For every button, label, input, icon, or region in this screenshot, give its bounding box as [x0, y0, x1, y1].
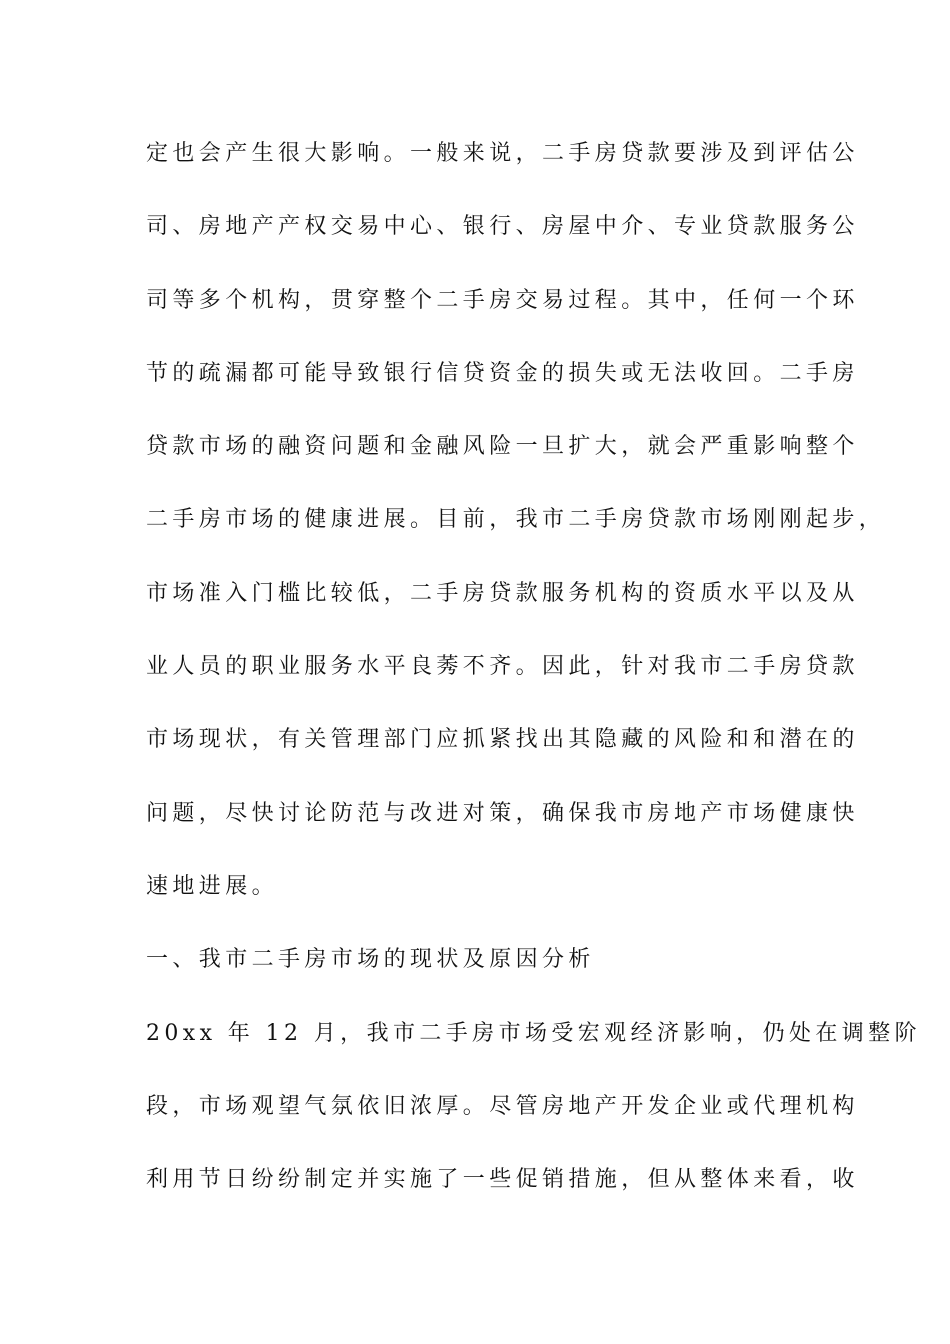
- paragraph-line: 市场现状，有关管理部门应抓紧找出其隐藏的风险和和潜在的: [146, 727, 859, 753]
- document-body: [146, 136, 921, 1235]
- paragraph-line: 节的疏漏都可能导致银行信贷资金的损失或无法收回。二手房: [146, 360, 859, 386]
- paragraph-line: 贷款市场的融资问题和金融风险一旦扩大，就会严重影响整个: [146, 434, 859, 460]
- paragraph-line: 司等多个机构，贯穿整个二手房交易过程。其中，任何一个环: [146, 287, 859, 313]
- paragraph-line: 问题，尽快讨论防范与改进对策，确保我市房地产市场健康快: [146, 800, 859, 826]
- section-heading: 一、我市二手房市场的现状及原因分析: [146, 947, 595, 973]
- paragraph-line: 利用节日纷纷制定并实施了一些促销措施，但从整体来看，收: [146, 1167, 859, 1193]
- paragraph-line: 市场准入门槛比较低，二手房贷款服务机构的资质水平以及从: [146, 580, 859, 606]
- paragraph-line: 定也会产生很大影响。一般来说，二手房贷款要涉及到评估公: [146, 141, 859, 166]
- paragraph-line: 速地进展。: [146, 873, 279, 899]
- paragraph-line: 司、房地产产权交易中心、银行、房屋中介、专业贷款服务公: [146, 214, 859, 240]
- paragraph-line: 二手房市场的健康进展。目前，我市二手房贷款市场刚刚起步，: [146, 507, 886, 533]
- paragraph-line: 业人员的职业服务水平良莠不齐。因此，针对我市二手房贷款: [146, 654, 859, 680]
- paragraph-line: 20xx 年 12 月，我市二手房市场受宏观经济影响，仍处在调整阶: [146, 1020, 921, 1046]
- paragraph-line: 段，市场观望气氛依旧浓厚。尽管房地产开发企业或代理机构: [146, 1093, 859, 1119]
